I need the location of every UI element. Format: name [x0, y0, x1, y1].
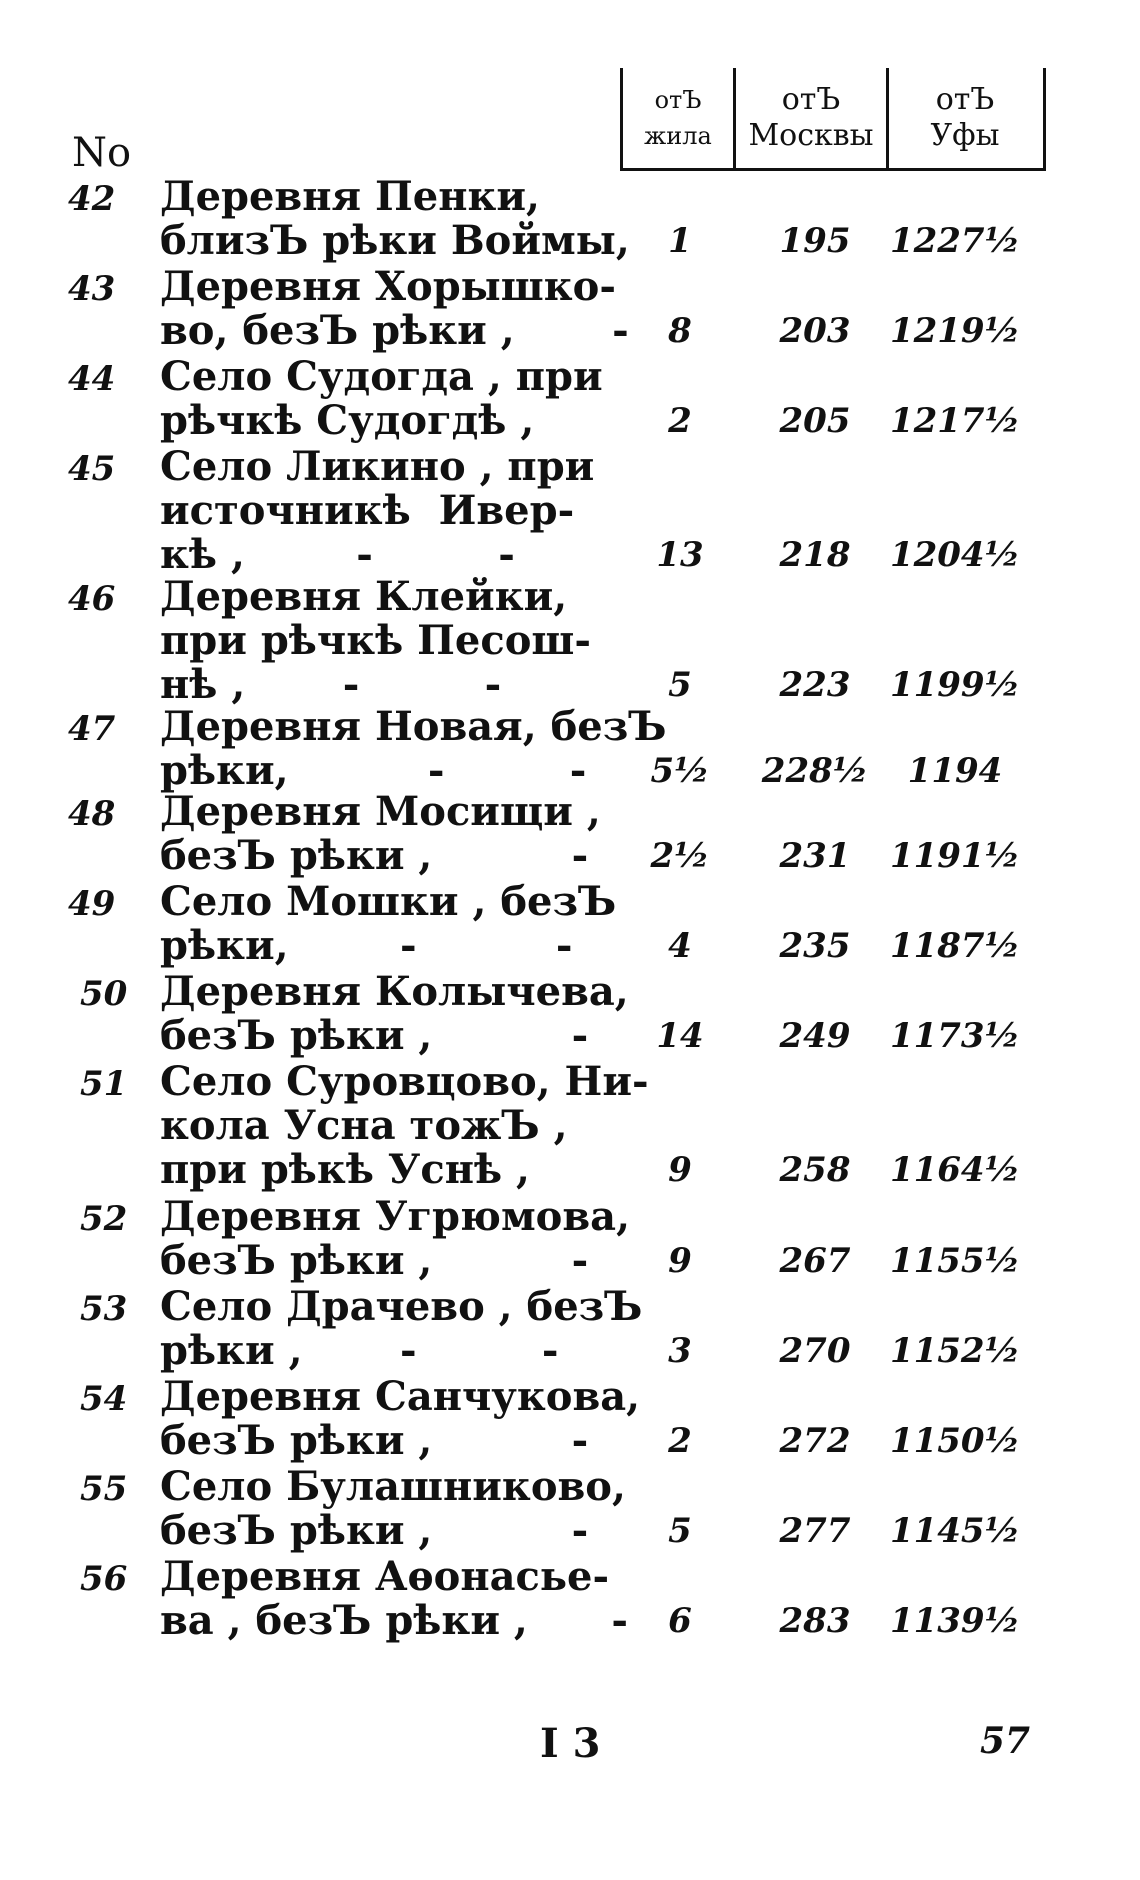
distance-from-ufa: 1145½: [889, 1511, 1021, 1551]
entry-row: [0, 175, 1140, 263]
entry-number: 45: [68, 449, 116, 489]
entry-number: 53: [80, 1289, 128, 1329]
entry-text-line: во, безЪ рѣки , -: [160, 307, 629, 354]
entry-text-line: Деревня Санчукова,: [160, 1373, 641, 1420]
distance-from-stop: 2½: [650, 836, 710, 876]
distance-from-moscow: 249: [779, 1016, 851, 1056]
distance-from-ufa: 1217½: [889, 401, 1021, 441]
header-from-ufa-line1: отЪ: [935, 82, 995, 117]
distance-from-stop: 3: [668, 1331, 692, 1371]
entry-text-line: близЪ рѣки Воймы,: [160, 217, 630, 264]
distance-from-moscow: 235: [779, 926, 851, 966]
entry-text-line: кола Усна тожЪ ,: [160, 1102, 568, 1149]
entry-row: [0, 1060, 1140, 1192]
entry-text-line: Деревня Угрюмова,: [160, 1193, 630, 1240]
entry-text-line: безЪ рѣки , -: [160, 1507, 589, 1554]
entry-text-line: ва , безЪ рѣки , -: [160, 1597, 628, 1644]
distance-from-ufa: 1199½: [889, 665, 1021, 705]
column-header: [620, 68, 1046, 171]
entry-text-line: Село Суровцово, Ни-: [160, 1058, 649, 1105]
entry-text-line: Деревня Хорышко-: [160, 263, 616, 310]
entry-row: [0, 970, 1140, 1058]
distance-from-stop: 1: [668, 221, 692, 261]
entry-text-line: Деревня Аѳонасье-: [160, 1553, 610, 1600]
distance-from-stop: 5: [668, 1511, 692, 1551]
entry-number: 51: [80, 1064, 128, 1104]
distance-from-stop: 13: [656, 535, 704, 575]
entry-text-line: безЪ рѣки , -: [160, 1012, 589, 1059]
distance-from-moscow: 270: [779, 1331, 851, 1371]
header-from-stop-line1: отЪ: [654, 86, 702, 114]
entry-row: [0, 355, 1140, 443]
distance-from-stop: 8: [668, 311, 692, 351]
entry-text-line: рѣчкѣ Судогдѣ ,: [160, 397, 535, 444]
distance-from-stop: 2: [668, 401, 692, 441]
distance-from-moscow: 272: [779, 1421, 851, 1461]
entry-row: [0, 1195, 1140, 1283]
entry-row: [0, 1465, 1140, 1553]
distance-from-moscow: 277: [779, 1511, 851, 1551]
distance-from-stop: 4: [668, 926, 692, 966]
entry-row: [0, 575, 1140, 707]
entry-number: 48: [68, 794, 116, 834]
entry-number: 49: [68, 884, 116, 924]
entry-row: [0, 1555, 1140, 1643]
entry-row: [0, 445, 1140, 577]
entry-text-line: безЪ рѣки , -: [160, 1237, 589, 1284]
header-from-ufa-line2: Уфы: [930, 118, 1000, 153]
distance-from-moscow: 195: [779, 221, 851, 261]
entry-number: 42: [68, 179, 116, 219]
distance-from-ufa: 1164½: [889, 1150, 1021, 1190]
header-from-stop: [623, 68, 733, 168]
entry-text-line: Деревня Колычева,: [160, 968, 629, 1015]
entry-text-line: кѣ , - -: [160, 531, 515, 578]
page-number: 57: [980, 1720, 1031, 1762]
distance-from-moscow: 231: [779, 836, 851, 876]
entry-text-line: Деревня Клейки,: [160, 573, 568, 620]
distance-from-ufa: 1227½: [889, 221, 1021, 261]
entry-row: [0, 1285, 1140, 1373]
entry-text-line: при рѣчкѣ Песош-: [160, 617, 591, 664]
entry-number: 52: [80, 1199, 128, 1239]
entry-text-line: безЪ рѣки , -: [160, 832, 589, 879]
header-from-moscow-line1: отЪ: [781, 82, 841, 117]
distance-from-ufa: 1204½: [889, 535, 1021, 575]
distance-from-stop: 2: [668, 1421, 692, 1461]
distance-from-moscow: 223: [779, 665, 851, 705]
entry-number: 46: [68, 579, 116, 619]
distance-from-stop: 9: [668, 1150, 692, 1190]
entry-number: 43: [68, 269, 116, 309]
distance-from-ufa: 1194: [907, 751, 1003, 791]
distance-from-stop: 5: [668, 665, 692, 705]
entry-text-line: рѣки, - -: [160, 747, 587, 794]
entry-number: 56: [80, 1559, 128, 1599]
header-from-ufa: [886, 68, 1041, 168]
entry-text-line: Село Драчево , безЪ: [160, 1283, 643, 1330]
distance-from-stop: 14: [656, 1016, 704, 1056]
distance-from-stop: 9: [668, 1241, 692, 1281]
signature-mark: I 3: [540, 1720, 601, 1767]
entry-text-line: рѣки , - -: [160, 1327, 559, 1374]
number-column-label: No: [72, 130, 132, 176]
header-from-moscow: [733, 68, 886, 168]
distance-from-moscow: 267: [779, 1241, 851, 1281]
entry-number: 55: [80, 1469, 128, 1509]
entry-text-line: Село Судогда , при: [160, 353, 603, 400]
distance-from-stop: 5½: [650, 751, 710, 791]
entry-number: 47: [68, 709, 116, 749]
entry-text-line: безЪ рѣки , -: [160, 1417, 589, 1464]
entry-text-line: рѣки, - -: [160, 922, 573, 969]
entry-row: [0, 265, 1140, 353]
entry-text-line: Село Булашниково,: [160, 1463, 626, 1510]
entry-text-line: при рѣкѣ Уснѣ ,: [160, 1146, 530, 1193]
entry-row: [0, 790, 1140, 878]
entry-text-line: нѣ , - -: [160, 661, 502, 708]
distance-from-ufa: 1152½: [889, 1331, 1021, 1371]
distance-from-ufa: 1219½: [889, 311, 1021, 351]
distance-from-ufa: 1139½: [889, 1601, 1021, 1641]
entry-row: [0, 705, 1140, 793]
header-from-moscow-line2: Москвы: [748, 118, 874, 153]
distance-from-ufa: 1191½: [889, 836, 1021, 876]
entry-number: 54: [80, 1379, 128, 1419]
entry-row: [0, 880, 1140, 968]
distance-from-moscow: 218: [779, 535, 851, 575]
entry-number: 44: [68, 359, 116, 399]
distance-from-ufa: 1173½: [889, 1016, 1021, 1056]
entry-text-line: Деревня Новая, безЪ: [160, 703, 667, 750]
distance-from-moscow: 228½: [761, 751, 869, 791]
distance-from-moscow: 258: [779, 1150, 851, 1190]
header-from-stop-line2: жила: [644, 122, 712, 150]
distance-from-moscow: 203: [779, 311, 851, 351]
entry-text-line: источникѣ Ивер-: [160, 487, 575, 534]
entry-number: 50: [80, 974, 128, 1014]
entry-text-line: Село Ликино , при: [160, 443, 595, 490]
distance-from-ufa: 1150½: [889, 1421, 1021, 1461]
distance-from-ufa: 1155½: [889, 1241, 1021, 1281]
distance-from-moscow: 205: [779, 401, 851, 441]
distance-from-ufa: 1187½: [889, 926, 1021, 966]
distance-from-stop: 6: [668, 1601, 692, 1641]
entry-text-line: Село Мошки , безЪ: [160, 878, 617, 925]
entry-text-line: Деревня Мосищи ,: [160, 788, 601, 835]
entry-row: [0, 1375, 1140, 1463]
entry-text-line: Деревня Пенки,: [160, 173, 540, 220]
distance-from-moscow: 283: [779, 1601, 851, 1641]
